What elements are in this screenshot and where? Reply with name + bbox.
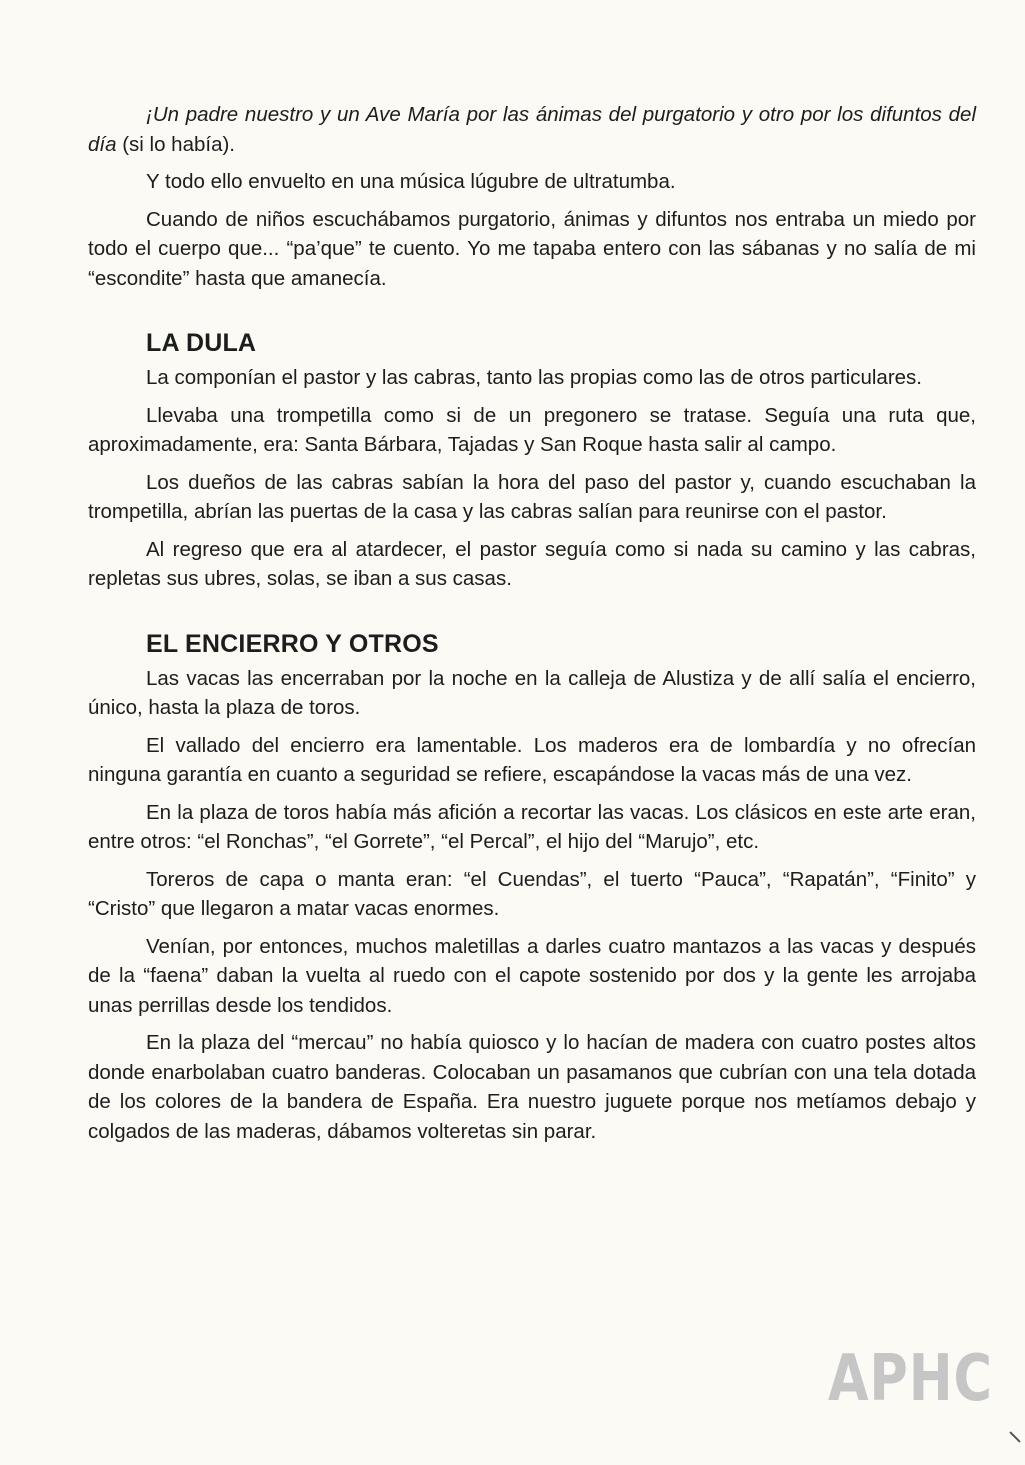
intro-italic-text: ¡Un padre nuestro y un Ave María por las ánimas del purgatorio y otro por los difuntos del día xyxy=(88,103,976,156)
section-heading-el-encierro: EL ENCIERRO Y OTROS xyxy=(146,629,439,658)
section2-paragraph: En la plaza del “mercau” no había quiosco y lo hacían de madera con cuatro postes altos donde enarbolaban cuatro banderas. Colocaban un pasamanos que cubrían con una tela dotada de los colores de la bandera de España. Era nuestro juguete porque nos metíamos debajo y colgados de las maderas, dábamos volteretas sin parar. xyxy=(88,1031,976,1143)
section1-paragraph: Llevaba una trompetilla como si de un pregonero se tratase. Seguía una ruta que, aproximadamente, era: Santa Bárbara, Tajadas y San Roque hasta salir al campo. xyxy=(88,403,976,456)
section1-paragraph: Los dueños de las cabras sabían la hora del paso del pastor y, cuando escuchaban la trompetilla, abrían las puertas de la casa y las cabras salían para reunirse con el pastor. xyxy=(88,470,976,523)
intro-paragraph-2: Y todo ello envuelto en una música lúgubre de ultratumba. xyxy=(146,170,676,193)
section1-paragraph: Al regreso que era al atardecer, el pastor seguía como si nada su camino y las cabras, repletas sus ubres, solas, se iban a sus casas. xyxy=(88,537,976,590)
intro-tail-text: (si lo había). xyxy=(116,132,235,156)
scan-edge-mark xyxy=(1009,1431,1020,1442)
section2-paragraph: En la plaza de toros había más afición a recortar las vacas. Los clásicos en este arte eran, entre otros: “el Ronchas”, “el Gorrete”, “el Percal”, el hijo del “Marujo”, etc. xyxy=(88,800,976,853)
section2-paragraph: El vallado del encierro era lamentable. Los maderos era de lombardía y no ofrecían ninguna garantía en cuanto a seguridad se refiere, escapándose la vacas más de una vez. xyxy=(88,733,976,786)
section2-paragraph: Toreros de capa o manta eran: “el Cuendas”, el tuerto “Pauca”, “Rapatán”, “Finito” y “Cristo” que llegaron a matar vacas enormes. xyxy=(88,867,976,920)
section2-paragraph: Las vacas las encerraban por la noche en la calleja de Alustiza y de allí salía el encierro, único, hasta la plaza de toros. xyxy=(88,666,976,719)
section-heading-la-dula: LA DULA xyxy=(146,329,257,357)
section1-paragraph: La componían el pastor y las cabras, tanto las propias como las de otros particulares. xyxy=(146,366,922,389)
watermark-logo: APHC xyxy=(828,1342,993,1416)
intro-paragraph-3: Cuando de niños escuchábamos purgatorio, ánimas y difuntos nos entraba un miedo por todo el cuerpo que... “pa’que” te cuento. Yo me tapaba entero con las sábanas y no salía de mi “escondite” hasta que amanecía. xyxy=(88,207,976,290)
page-body xyxy=(88,100,976,1154)
section2-paragraph: Venían, por entonces, muchos maletillas a darles cuatro mantazos a las vacas y después de la “faena” daban la vuelta al ruedo con el capote sostenido por dos y la gente les arrojaba unas perrillas desde los tendidos. xyxy=(88,934,976,1017)
intro-paragraph xyxy=(88,100,976,159)
